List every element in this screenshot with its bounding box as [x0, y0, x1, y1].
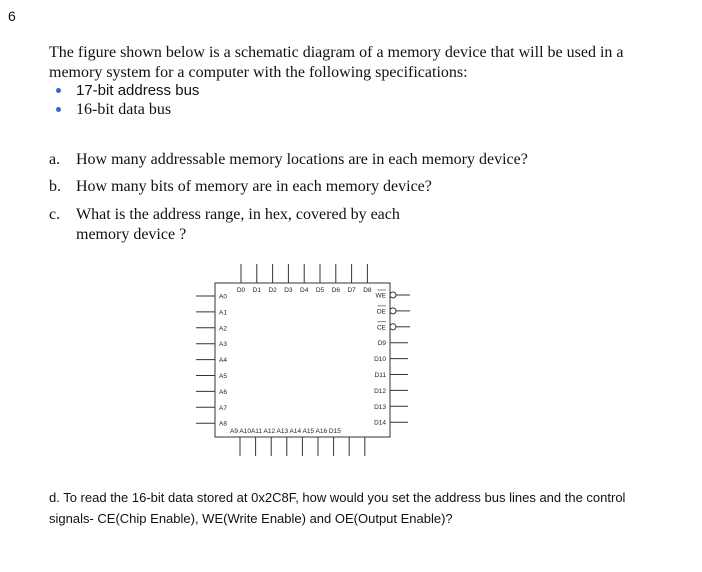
top-pin-label: D0 [236, 287, 246, 294]
top-pin-leads [241, 264, 367, 283]
right-pin-label: WE [375, 292, 386, 300]
right-pin-label: D13 [374, 403, 386, 411]
left-pin-label: A7 [219, 404, 227, 412]
top-pin-label: D6 [331, 287, 340, 294]
right-pin-label: D9 [377, 340, 386, 348]
question-text: How many addressable memory locations are in each memory device? [76, 151, 528, 168]
top-pin-label: D2 [268, 287, 277, 294]
question-number: 6 [8, 8, 16, 24]
bottom-pin-leads [240, 437, 365, 456]
right-pin-labels [374, 290, 387, 427]
right-pin-label: D10 [374, 356, 386, 364]
left-pin-leads [196, 296, 215, 423]
left-pin-label: A0 [219, 293, 227, 301]
left-pin-label: A6 [219, 388, 227, 396]
bottom-pin-label: A9 A10A11 A12 A13 A14 A15 A16 D15 [230, 428, 341, 435]
question-text: What is the address range, in hex, covered by each memory device ? [76, 206, 400, 243]
question-label: b. [49, 178, 61, 195]
top-pin-label: D7 [347, 287, 356, 294]
top-pin-label: D1 [252, 287, 261, 294]
question-text: How many bits of memory are in each memory device? [76, 178, 432, 195]
left-pin-label: A2 [219, 325, 227, 333]
top-pin-label: D3 [284, 287, 293, 294]
right-pin-label: D11 [374, 372, 386, 379]
left-pin-label: A1 [219, 309, 227, 317]
top-pin-labels [237, 287, 372, 294]
right-pin-label: OE [376, 308, 386, 316]
active-low-bubble [390, 292, 396, 298]
active-low-bubble [390, 308, 396, 314]
left-pin-label: A3 [219, 341, 227, 349]
active-low-bubble [390, 324, 396, 330]
intro-text: The figure shown below is a schematic diagram of a memory device that will be used in a memory system for a computer with the following specifications: [49, 44, 624, 81]
top-pin-label: D8 [363, 287, 372, 294]
spec-item: 16-bit data bus [54, 100, 199, 119]
question-label: c. [49, 206, 61, 223]
top-pin-label: D4 [300, 287, 309, 294]
right-pin-label: D14 [374, 419, 386, 427]
question-d: d. To read the 16-bit data stored at 0x2C8F, how would you set the address bus lines and the control signals- CE(Chip Enable), WE(Write Enable) and OE(Output Enable)? [49, 490, 626, 526]
left-pin-labels [219, 294, 227, 428]
spec-item: 17-bit address bus [54, 81, 199, 100]
left-pin-label: A4 [219, 357, 227, 365]
right-pin-label: D12 [374, 387, 386, 395]
question-label: a. [49, 151, 61, 168]
chip-body [215, 283, 390, 437]
left-pin-label: A5 [219, 373, 227, 380]
right-pin-label: CE [376, 324, 386, 332]
top-pin-label: D5 [315, 287, 325, 294]
left-pin-label: A8 [219, 420, 227, 428]
right-pin-leads [390, 292, 410, 422]
